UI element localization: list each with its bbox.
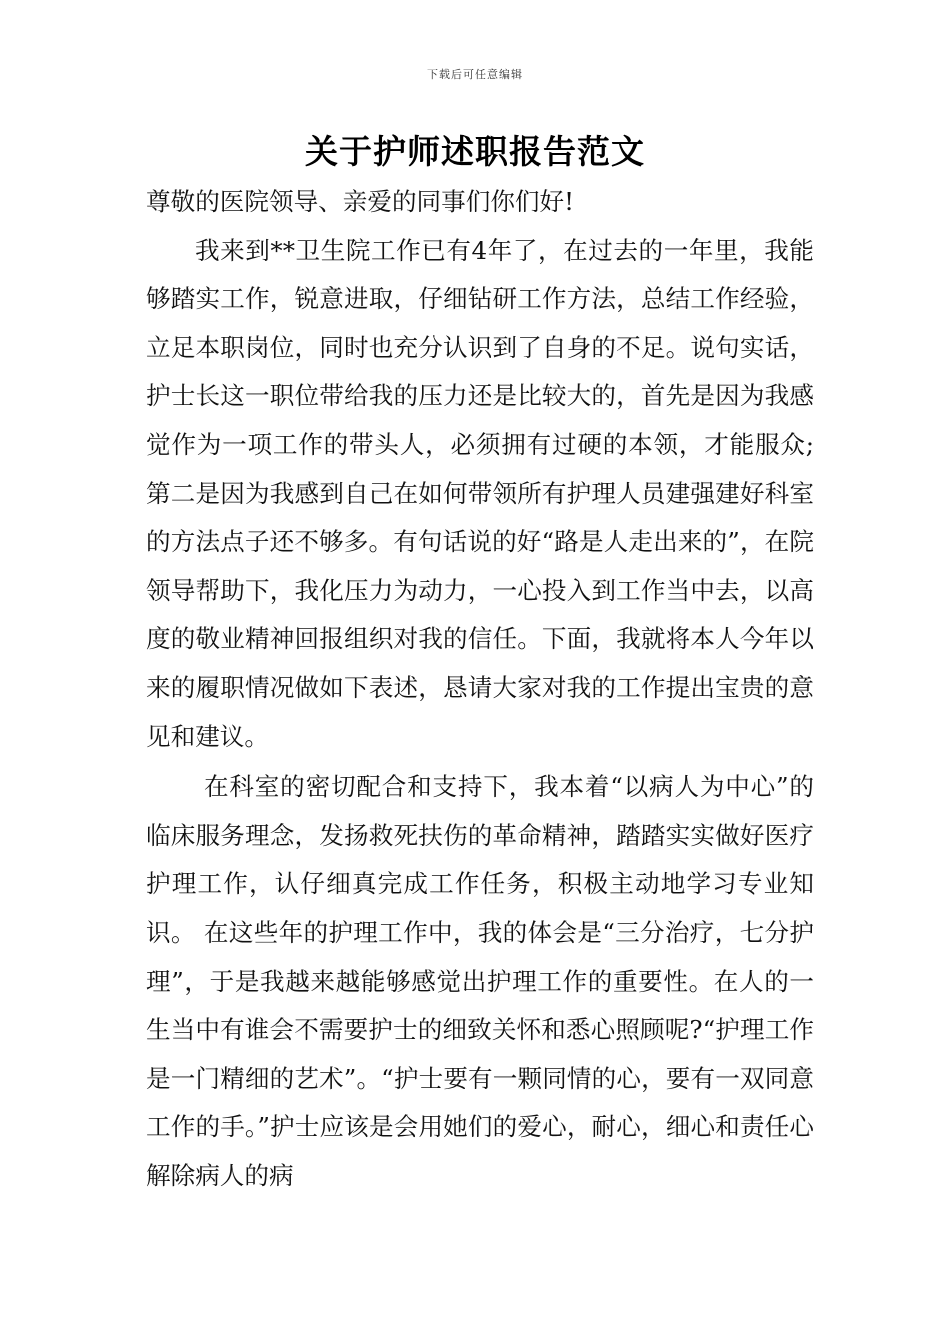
- paragraph-2: 在科室的密切配合和支持下，我本着“以病人为中心”的临床服务理念，发扬救死扶伤的革命精神，踏踏实实做好医疗护理工作，认仔细真完成工作任务，积极主动地学习专业知识。 在这些年的护理工作中，我的体会是“三分治疗，七分护理”，于是我越来越能够感觉出护理工作的重要性。在人的一生当中有谁会不需要护士的细致关怀和悉心照顾呢?“护理工作是一门精细的艺术”。“护士要有一颗同情的心，要有一双同意工作的手。”护士应该是会用她们的爱心，耐心，细心和责任心解除病人的病: [146, 772, 814, 1190]
- document-body: [146, 178, 814, 1200]
- header-note: 下载后可任意编辑: [427, 68, 523, 81]
- document-title: 关于护师述职报告范文: [305, 132, 645, 171]
- paragraph-1: 我来到**卫生院工作已有4年了，在过去的一年里，我能够踏实工作，锐意进取，仔细钻研工作方法，总结工作经验，立足本职岗位，同时也充分认识到了自身的不足。说句实话，护士长这一职位带给我的压力还是比较大的，首先是因为我感觉作为一项工作的带头人，必须拥有过硬的本领，才能服众;第二是因为我感到自己在如何带领所有护理人员建强建好科室的方法点子还不够多。有句话说的好“路是人走出来的”，在院领导帮助下，我化压力为动力，一心投入到工作当中去，以高度的敬业精神回报组织对我的信任。下面，我就将本人今年以来的履职情况做如下表述，恳请大家对我的工作提出宝贵的意见和建议。: [146, 235, 814, 751]
- salutation: 尊敬的医院领导、亲爱的同事们你们好!: [146, 187, 574, 216]
